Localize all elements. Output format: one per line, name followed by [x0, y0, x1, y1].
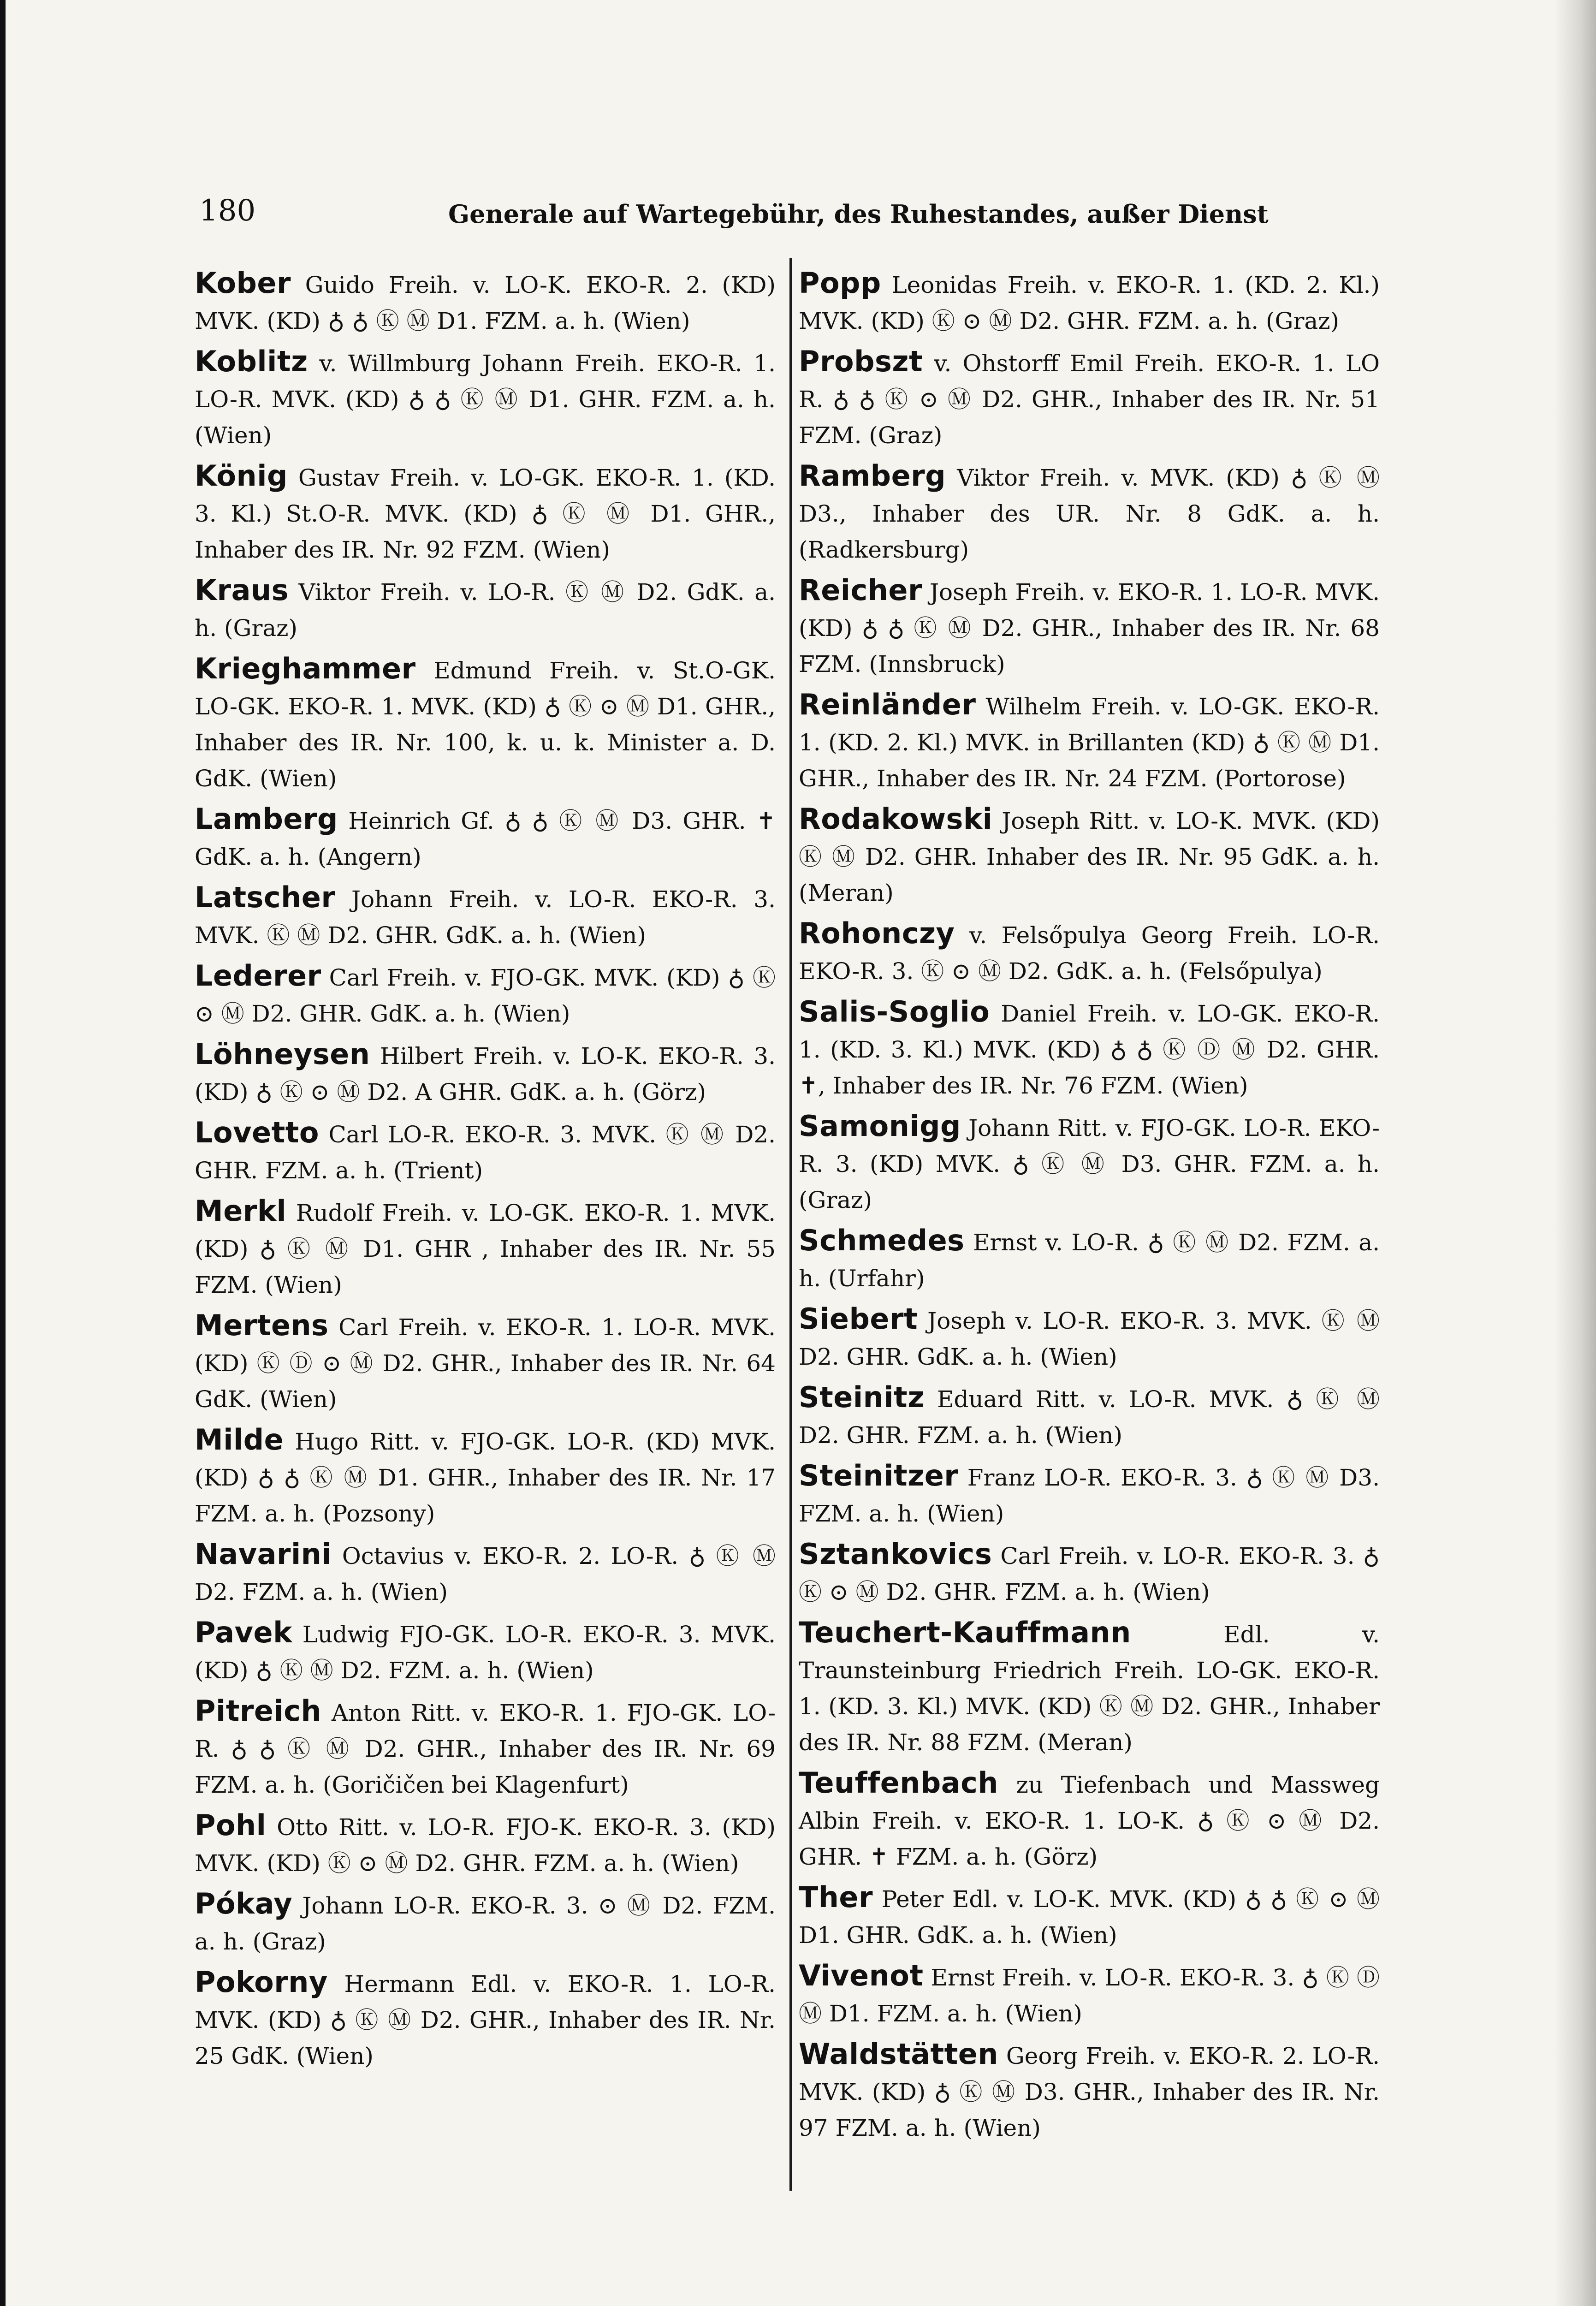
entry-name: Merkl — [195, 1194, 287, 1228]
list-item — [195, 1615, 776, 1688]
entry-name: Salis-Soglio — [799, 995, 990, 1028]
list-item — [195, 1693, 776, 1803]
entry-name: Ther — [799, 1880, 873, 1914]
entry-text: Otto Ritt. v. LO-R. FJO-K. EKO-R. 3. (KD) MVK. (KD) Ⓚ ⊙ Ⓜ D2. GHR. FZM. a. h. (Wien) — [195, 1814, 776, 1877]
entry-text: Georg Freih. v. EKO-R. 2. LO-R. MVK. (KD) ♁ Ⓚ Ⓜ D3. GHR., Inhaber des IR. Nr. 97 FZM. a. h. (Wien) — [799, 2043, 1380, 2141]
entry-name: Probszt — [799, 345, 923, 378]
list-item — [195, 1536, 776, 1610]
entry-name: Navarini — [195, 1537, 332, 1571]
list-item — [195, 572, 776, 646]
entry-name: Sztankovics — [799, 1537, 992, 1571]
entry-name: Kober — [195, 266, 291, 300]
list-item — [799, 1223, 1380, 1296]
entry-name: Steinitzer — [799, 1459, 959, 1492]
entry-name: Lamberg — [195, 802, 338, 836]
entry-name: Reinländer — [799, 688, 976, 721]
entry-text: Octavius v. EKO-R. 2. LO-R. ♁ Ⓚ Ⓜ D2. FZM. a. h. (Wien) — [195, 1543, 776, 1605]
list-item — [195, 1422, 776, 1532]
entry-text: Guido Freih. v. LO-K. EKO-R. 2. (KD) MVK. (KD) ♁ ♁ Ⓚ Ⓜ D1. FZM. a. h. (Wien) — [195, 272, 776, 334]
entry-text: Carl Freih. v. EKO-R. 1. LO-R. MVK. (KD) Ⓚ Ⓓ ⊙ Ⓜ D2. GHR., Inhaber des IR. Nr. 64 GdK. (Wien) — [195, 1314, 776, 1413]
entry-name: Lederer — [195, 959, 321, 993]
entry-text: Joseph Freih. v. EKO-R. 1. LO-R. MVK. (KD) ♁ ♁ Ⓚ Ⓜ D2. GHR., Inhaber des IR. Nr. 68 FZM. (Innsbruck) — [799, 579, 1380, 678]
entry-text: Hilbert Freih. v. LO-K. EKO-R. 3. (KD) ♁ Ⓚ ⊙ Ⓜ D2. A GHR. GdK. a. h. (Görz) — [195, 1043, 776, 1105]
list-item — [799, 1765, 1380, 1875]
list-item — [195, 1036, 776, 1110]
right-column — [799, 265, 1380, 2151]
entry-text: Wilhelm Freih. v. LO-GK. EKO-R. 1. (KD. 2. Kl.) MVK. in Brillanten (KD) ♁ Ⓚ Ⓜ D1. GHR., Inhaber des IR. Nr. 24 FZM. (Portorose) — [799, 693, 1380, 792]
entry-name: Kraus — [195, 573, 289, 607]
column-divider — [789, 258, 792, 2191]
list-item — [799, 458, 1380, 568]
entry-name: Waldstätten — [799, 2037, 998, 2071]
entry-name: Steinitz — [799, 1380, 925, 1414]
entry-name: Pitreich — [195, 1694, 322, 1728]
entry-text: Carl Freih. v. FJO-GK. MVK. (KD) ♁ Ⓚ ⊙ Ⓜ D2. GHR. GdK. a. h. (Wien) — [195, 964, 776, 1027]
entry-name: Latscher — [195, 880, 336, 914]
entry-name: Koblitz — [195, 345, 308, 378]
entry-text: Joseph v. LO-R. EKO-R. 3. MVK. Ⓚ Ⓜ D2. GHR. GdK. a. h. (Wien) — [799, 1308, 1380, 1370]
entry-name: Teuchert-Kauffmann — [799, 1616, 1131, 1649]
entry-text: v. Felsőpulya Georg Freih. LO-R. EKO-R. 3. Ⓚ ⊙ Ⓜ D2. GdK. a. h. (Felsőpulya) — [799, 922, 1380, 985]
entry-text: v. Ohstorff Emil Freih. EKO-R. 1. LO R. ♁ ♁ Ⓚ ⊙ Ⓜ D2. GHR., Inhaber des IR. Nr. 51 FZM. (Graz) — [799, 350, 1380, 449]
entry-name: König — [195, 459, 288, 493]
list-item — [195, 1308, 776, 1417]
entry-name: Lovetto — [195, 1116, 319, 1149]
entry-name: Reicher — [799, 573, 923, 607]
list-item — [799, 572, 1380, 682]
entry-text: v. Willmburg Johann Freih. EKO-R. 1. LO-R. MVK. (KD) ♁ ♁ Ⓚ Ⓜ D1. GHR. FZM. a. h. (Wien) — [195, 350, 776, 449]
list-item — [799, 1615, 1380, 1760]
list-item — [799, 2036, 1380, 2146]
list-item — [195, 880, 776, 953]
entry-text: Hermann Edl. v. EKO-R. 1. LO-R. MVK. (KD) ♁ Ⓚ Ⓜ D2. GHR., Inhaber des IR. Nr. 25 GdK. (Wien) — [195, 1971, 776, 2069]
entry-name: Siebert — [799, 1302, 918, 1336]
entry-name: Milde — [195, 1423, 284, 1456]
entry-name: Samonigg — [799, 1109, 961, 1143]
entry-text: Ernst v. LO-R. ♁ Ⓚ Ⓜ D2. FZM. a. h. (Urfahr) — [799, 1229, 1380, 1292]
entry-text: Daniel Freih. v. LO-GK. EKO-R. 1. (KD. 3. Kl.) MVK. (KD) ♁ ♁ Ⓚ Ⓓ Ⓜ D2. GHR. ✝, Inhaber des IR. Nr. 76 FZM. (Wien) — [799, 1000, 1380, 1099]
entry-text: Johann Freih. v. LO-R. EKO-R. 3. MVK. Ⓚ Ⓜ D2. GHR. GdK. a. h. (Wien) — [195, 886, 776, 949]
entry-text: Joseph Ritt. v. LO-K. MVK. (KD) Ⓚ Ⓜ D2. GHR. Inhaber des IR. Nr. 95 GdK. a. h. (Meran) — [799, 808, 1380, 906]
list-item — [195, 1807, 776, 1881]
entry-text: zu Tiefenbach und Massweg Albin Freih. v. EKO-R. 1. LO-K. ♁ Ⓚ ⊙ Ⓜ D2. GHR. ✝ FZM. a. h. (Görz) — [799, 1771, 1380, 1870]
entry-name: Rodakowski — [799, 802, 993, 836]
list-item — [799, 1536, 1380, 1610]
entry-name: Ramberg — [799, 459, 946, 493]
list-item — [195, 344, 776, 453]
entry-text: Eduard Ritt. v. LO-R. MVK. ♁ Ⓚ Ⓜ D2. GHR. FZM. a. h. (Wien) — [799, 1386, 1380, 1449]
running-title: Generale auf Wartegebühr, des Ruhestandes, außer Dienst — [448, 199, 1269, 229]
entry-text: Franz LO-R. EKO-R. 3. ♁ Ⓚ Ⓜ D3. FZM. a. h. (Wien) — [799, 1464, 1380, 1527]
entry-name: Schmedes — [799, 1224, 965, 1257]
entry-name: Pavek — [195, 1616, 292, 1649]
list-item — [799, 1301, 1380, 1375]
list-item — [799, 687, 1380, 796]
entry-text: Gustav Freih. v. LO-GK. EKO-R. 1. (KD. 3. Kl.) St.O-R. MVK. (KD) ♁ Ⓚ Ⓜ D1. GHR., Inhaber des IR. Nr. 92 FZM. (Wien) — [195, 464, 776, 563]
page-header — [199, 194, 1269, 244]
page — [6, 0, 1596, 2306]
entry-text: Hugo Ritt. v. FJO-GK. LO-R. (KD) MVK. (KD) ♁ ♁ Ⓚ Ⓜ D1. GHR., Inhaber des IR. Nr. 17 FZM. a. h. (Pozsony) — [195, 1428, 776, 1527]
entry-text: Carl Freih. v. LO-R. EKO-R. 3. ♁ Ⓚ ⊙ Ⓜ D2. GHR. FZM. a. h. (Wien) — [799, 1543, 1380, 1605]
left-column — [195, 265, 776, 2079]
entry-text: Anton Ritt. v. EKO-R. 1. FJO-GK. LO-R. ♁ ♁ Ⓚ Ⓜ D2. GHR., Inhaber des IR. Nr. 69 FZM. a. h. (Goričičen bei Klagenfurt) — [195, 1700, 776, 1798]
entry-text: Edmund Freih. v. St.O-GK. LO-GK. EKO-R. 1. MVK. (KD) ♁ Ⓚ ⊙ Ⓜ D1. GHR., Inhaber des IR. Nr. 100, k. u. k. Minister a. D. GdK. (Wien) — [195, 657, 776, 792]
list-item — [799, 1958, 1380, 2032]
entry-name: Pohl — [195, 1808, 267, 1842]
list-item — [195, 651, 776, 796]
list-item — [799, 801, 1380, 911]
entry-text: Rudolf Freih. v. LO-GK. EKO-R. 1. MVK. (KD) ♁ Ⓚ Ⓜ D1. GHR , Inhaber des IR. Nr. 55 FZM. (Wien) — [195, 1200, 776, 1298]
list-item — [799, 915, 1380, 989]
entry-name: Pokorny — [195, 1965, 328, 1999]
entry-name: Vivenot — [799, 1959, 924, 1992]
entry-text: Heinrich Gf. ♁ ♁ Ⓚ Ⓜ D3. GHR. ✝ GdK. a. h. (Angern) — [195, 808, 776, 870]
page-number: 180 — [199, 194, 256, 228]
list-item — [195, 958, 776, 1032]
entry-text: Edl. v. Traunsteinburg Friedrich Freih. LO-GK. EKO-R. 1. (KD. 3. Kl.) MVK. (KD) Ⓚ Ⓜ D2. GHR., Inhaber des IR. Nr. 88 FZM. (Meran) — [799, 1621, 1380, 1756]
list-item — [799, 1108, 1380, 1218]
entry-text: Carl LO-R. EKO-R. 3. MVK. Ⓚ Ⓜ D2. GHR. FZM. a. h. (Trient) — [195, 1121, 776, 1184]
entry-name: Teuffenbach — [799, 1766, 998, 1800]
list-item — [195, 1193, 776, 1303]
entry-name: Löhneysen — [195, 1037, 370, 1071]
scan-edge — [1554, 0, 1596, 2306]
list-item — [195, 458, 776, 568]
list-item — [799, 1379, 1380, 1453]
entry-text: Ernst Freih. v. LO-R. EKO-R. 3. ♁ Ⓚ Ⓓ Ⓜ D1. FZM. a. h. (Wien) — [799, 1964, 1380, 2027]
entry-text: Ludwig FJO-GK. LO-R. EKO-R. 3. MVK. (KD) ♁ Ⓚ Ⓜ D2. FZM. a. h. (Wien) — [195, 1621, 776, 1684]
entry-text: Peter Edl. v. LO-K. MVK. (KD) ♁ ♁ Ⓚ ⊙ Ⓜ D1. GHR. GdK. a. h. (Wien) — [799, 1886, 1380, 1949]
list-item — [195, 265, 776, 339]
entry-name: Pókay — [195, 1887, 293, 1920]
entry-text: Johann Ritt. v. FJO-GK. LO-R. EKO-R. 3. (KD) MVK. ♁ Ⓚ Ⓜ D3. GHR. FZM. a. h. (Graz) — [799, 1115, 1380, 1213]
entry-text: Leonidas Freih. v. EKO-R. 1. (KD. 2. Kl.) MVK. (KD) Ⓚ ⊙ Ⓜ D2. GHR. FZM. a. h. (Graz) — [799, 272, 1380, 334]
entry-name: Mertens — [195, 1308, 329, 1342]
list-item — [195, 801, 776, 875]
entry-text: Viktor Freih. v. MVK. (KD) ♁ Ⓚ Ⓜ D3., Inhaber des UR. Nr. 8 GdK. a. h. (Radkersburg) — [799, 464, 1380, 563]
list-item — [799, 265, 1380, 339]
entry-text: Viktor Freih. v. LO-R. Ⓚ Ⓜ D2. GdK. a. h. (Graz) — [195, 579, 776, 642]
list-item — [195, 1886, 776, 1960]
list-item — [799, 1458, 1380, 1532]
list-item — [195, 1964, 776, 2074]
list-item — [799, 994, 1380, 1104]
list-item — [799, 1879, 1380, 1953]
entry-name: Krieghammer — [195, 652, 416, 685]
entry-name: Rohonczy — [799, 916, 955, 950]
list-item — [195, 1115, 776, 1189]
entry-text: Johann LO-R. EKO-R. 3. ⊙ Ⓜ D2. FZM. a. h. (Graz) — [195, 1892, 776, 1955]
list-item — [799, 344, 1380, 453]
entry-name: Popp — [799, 266, 881, 300]
